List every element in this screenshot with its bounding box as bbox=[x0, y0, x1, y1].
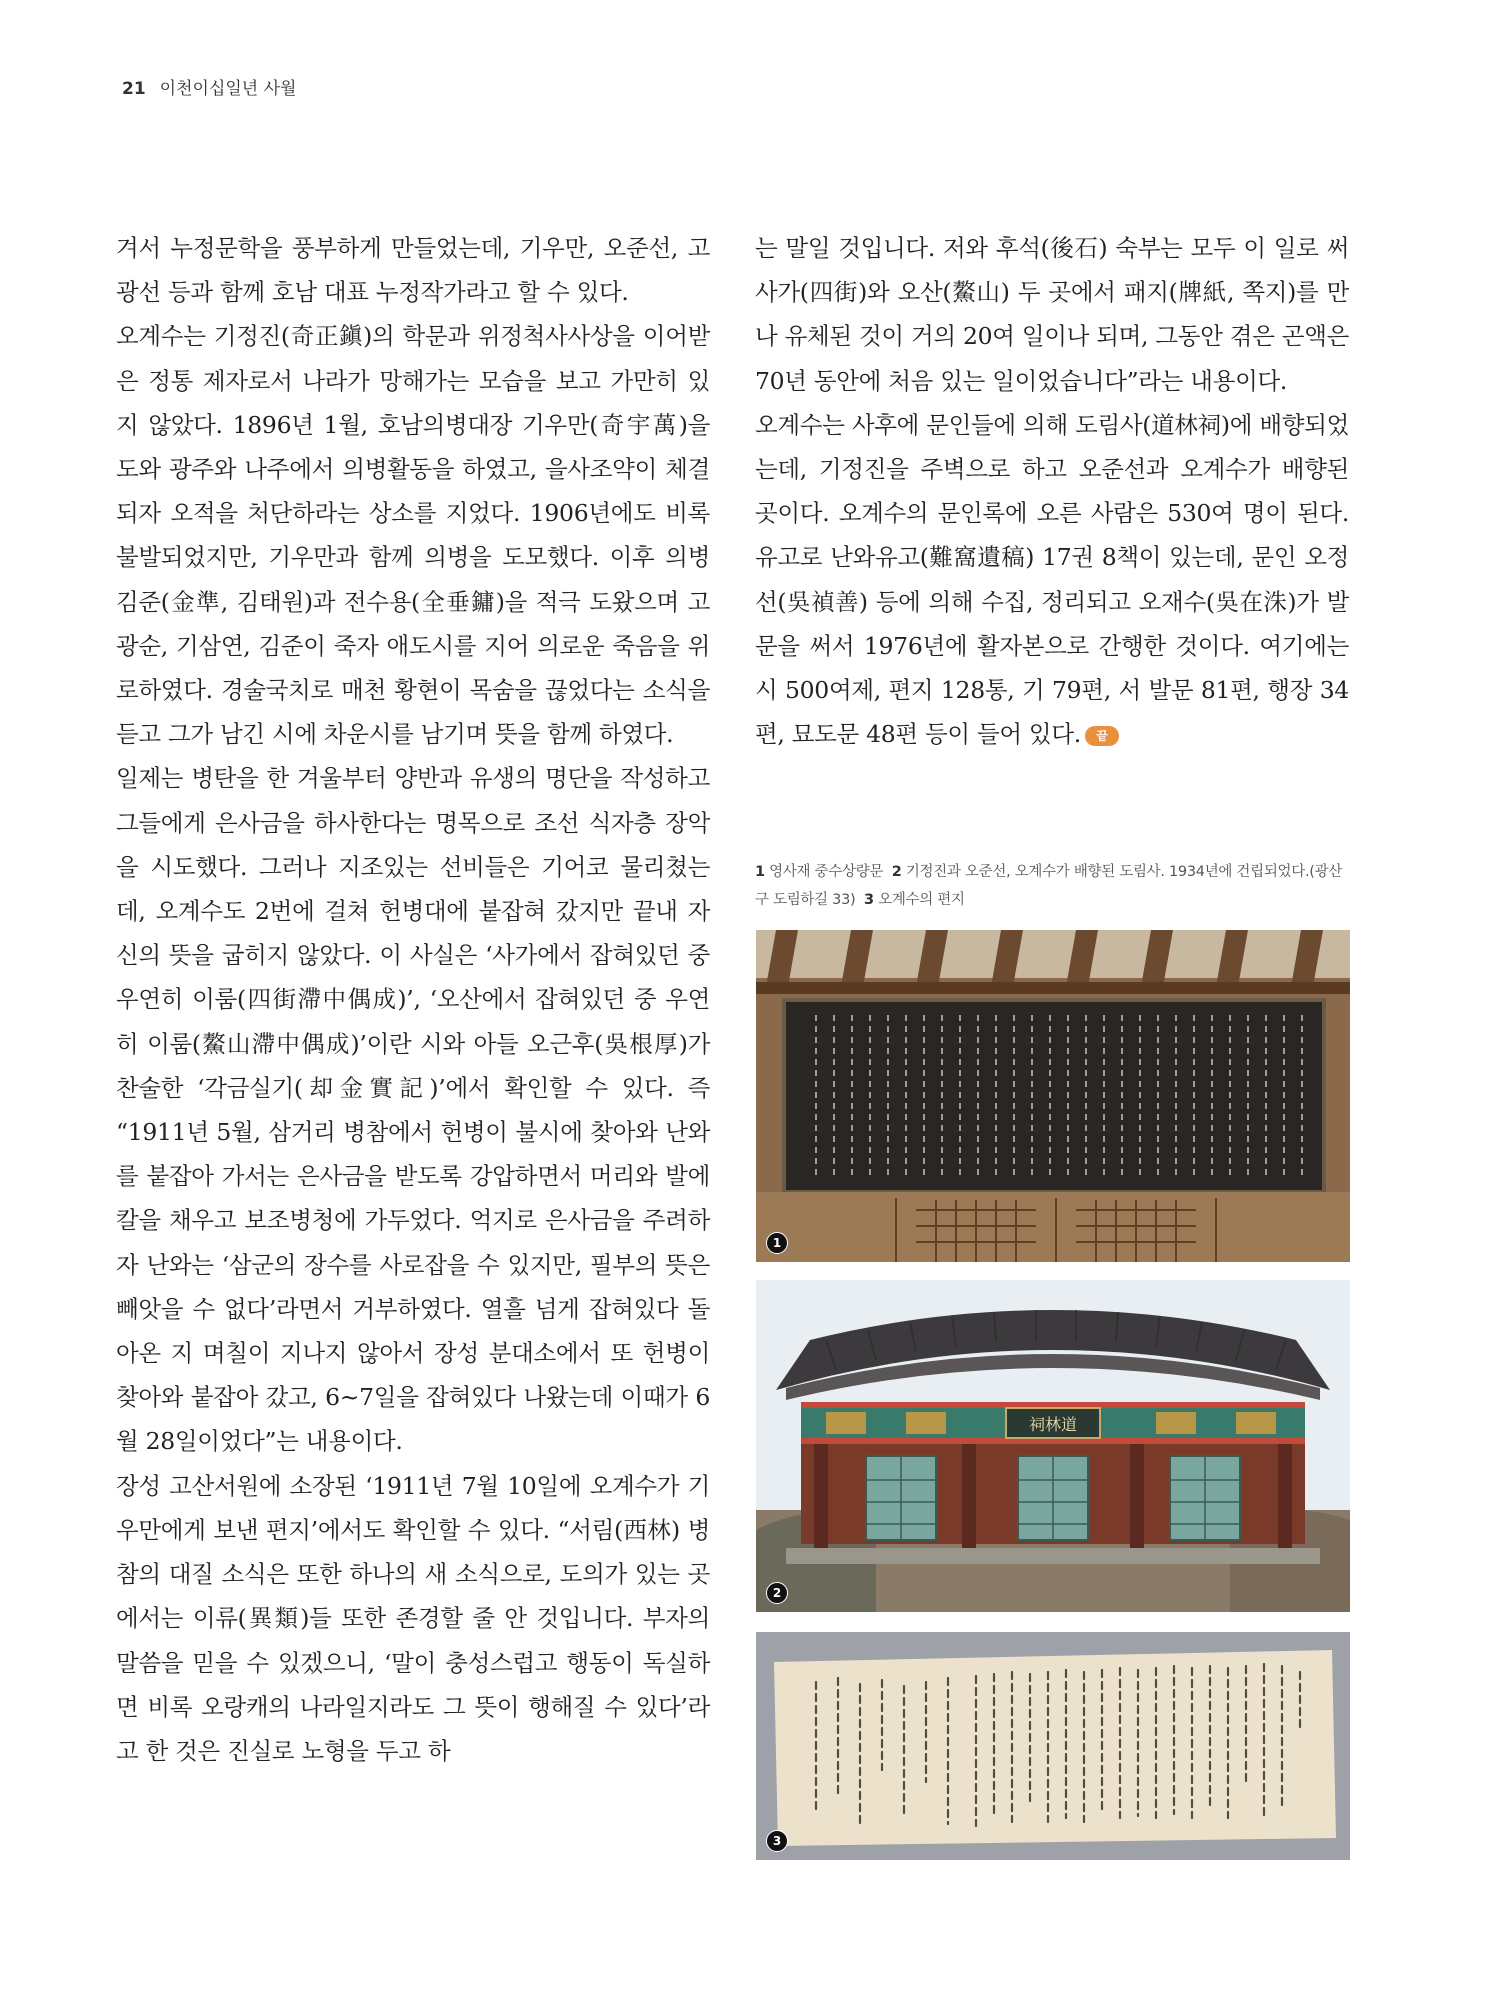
running-title: 이천이십일년 사월 bbox=[159, 79, 297, 99]
caption-number: 3 bbox=[864, 892, 874, 908]
photo-number-1: 1 bbox=[766, 1232, 788, 1254]
paragraph: 장성 고산서원에 소장된 ‘1911년 7월 10일에 오계수가 기우만에게 보낸 편지’에서도 확인할 수 있다. “서림(西林) 병참의 대질 소식은 또한 하나의 새 소식으로, 도의가 있는 곳에서는 이류(異類)들 또한 존경할 줄 안 것입니다. 부자의 말씀을 믿을 수 있겠으니, ‘말이 충성스럽고 행동이 독실하면 비록 오랑캐의 나라일지라도 그 뜻이 행해질 수 있다’라고 한 것은 진실로 노형을 두고 하 bbox=[116, 1471, 710, 1765]
end-mark-icon: 끝 bbox=[1085, 726, 1119, 746]
photo-captions bbox=[755, 858, 1355, 914]
photo-number-2: 2 bbox=[766, 1582, 788, 1604]
running-header bbox=[122, 74, 296, 99]
caption-text: 기정진과 오준선, 오계수가 배향된 도림사. 1934년에 건립되었다.(광산구 도림하길 33) bbox=[755, 864, 1343, 908]
handwritten-letter-photo bbox=[756, 1632, 1350, 1860]
left-column bbox=[116, 226, 710, 1773]
right-column bbox=[755, 226, 1349, 756]
shrine-signboard-text: 祠林道 bbox=[1028, 1415, 1078, 1434]
caption-text: 오계수의 편지 bbox=[878, 892, 965, 908]
paragraph-text: 오계수는 사후에 문인들에 의해 도림사(道林祠)에 배향되었는데, 기정진을 주벽으로 하고 오준선과 오계수가 배향된 곳이다. 오계수의 문인록에 오른 사람은 530여 명이 된다. 유고로 난와유고(難窩遺稿) 17권 8책이 있는데, 문인 오정선(吳禎善) 등에 의해 수집, 정리되고 오재수(吳在洙)가 발문을 써서 1976년에 활자본으로 간행한 것이다. 여기에는 시 500여제, 편지 128통, 기 79편, 서 발문 81편, 행장 34편, 묘도문 48편 등이 들어 있다. bbox=[755, 410, 1349, 749]
shrine-building-photo bbox=[756, 1280, 1350, 1612]
paragraph: 겨서 누정문학을 풍부하게 만들었는데, 기우만, 오준선, 고광선 등과 함께 호남 대표 누정작가라고 할 수 있다. bbox=[116, 234, 710, 307]
paragraph bbox=[755, 403, 1349, 757]
caption-text: 영사재 중수상량문 bbox=[769, 864, 884, 880]
wooden-plaque-photo bbox=[756, 930, 1350, 1262]
caption-number: 1 bbox=[755, 864, 765, 880]
paragraph: 일제는 병탄을 한 겨울부터 양반과 유생의 명단을 작성하고 그들에게 은사금을 하사한다는 명목으로 조선 식자층 장악을 시도했다. 그러나 지조있는 선비들은 기어코 물리쳤는데, 오계수도 2번에 걸쳐 헌병대에 붙잡혀 갔지만 끝내 자신의 뜻을 굽히지 않았다. 이 사실은 ‘사가에서 잡혀있던 중 우연히 이룸(四街滯中偶成)’, ‘오산에서 잡혀있던 중 우연히 이룸(鰲山滯中偶成)’이란 시와 아들 오근후(吳根厚)가 찬술한 ‘각금실기(却金實記)’에서 확인할 수 있다. 즉 “1911년 5월, 삼거리 병참에서 헌병이 불시에 찾아와 난와를 붙잡아 가서는 은사금을 받도록 강압하면서 머리와 발에 칼을 채우고 보조병청에 가두었다. 억지로 은사금을 주려하자 난와는 ‘삼군의 장수를 사로잡을 수 있지만, 필부의 뜻은 빼앗을 수 없다’라면서 거부하였다. 열흘 넘게 잡혀있다 돌아온 지 며칠이 지나지 않아서 장성 분대소에서 또 헌병이 찾아와 붙잡아 갔고, 6~7일을 잡혀있다 나왔는데 이때가 6월 28일이었다”는 내용이다. bbox=[116, 764, 710, 1456]
caption-number: 2 bbox=[891, 864, 902, 880]
paragraph: 는 말일 것입니다. 저와 후석(後石) 숙부는 모두 이 일로 써 사가(四街)와 오산(鰲山) 두 곳에서 패지(牌紙, 쪽지)를 만나 유체된 것이 거의 20여 일이나 되며, 그동안 겪은 곤액은 70년 동안에 처음 있는 일이었습니다”라는 내용이다. bbox=[755, 234, 1349, 395]
paragraph: 오계수는 기정진(奇正鎭)의 학문과 위정척사사상을 이어받은 정통 제자로서 나라가 망해가는 모습을 보고 가만히 있지 않았다. 1896년 1월, 호남의병대장 기우만(奇宇萬)을 도와 광주와 나주에서 의병활동을 하였고, 을사조약이 체결되자 오적을 처단하라는 상소를 지었다. 1906년에도 비록 불발되었지만, 기우만과 함께 의병을 도모했다. 이후 의병 김준(金準, 김태원)과 전수용(全垂鏞)을 적극 도왔으며 고광순, 기삼연, 김준이 죽자 애도시를 지어 의로운 죽음을 위로하였다. 경술국치로 매천 황현이 목숨을 끊었다는 소식을 듣고 그가 남긴 시에 차운시를 남기며 뜻을 함께 하였다. bbox=[116, 322, 710, 749]
photo-number-3: 3 bbox=[766, 1830, 788, 1852]
page-number: 21 bbox=[122, 79, 146, 99]
